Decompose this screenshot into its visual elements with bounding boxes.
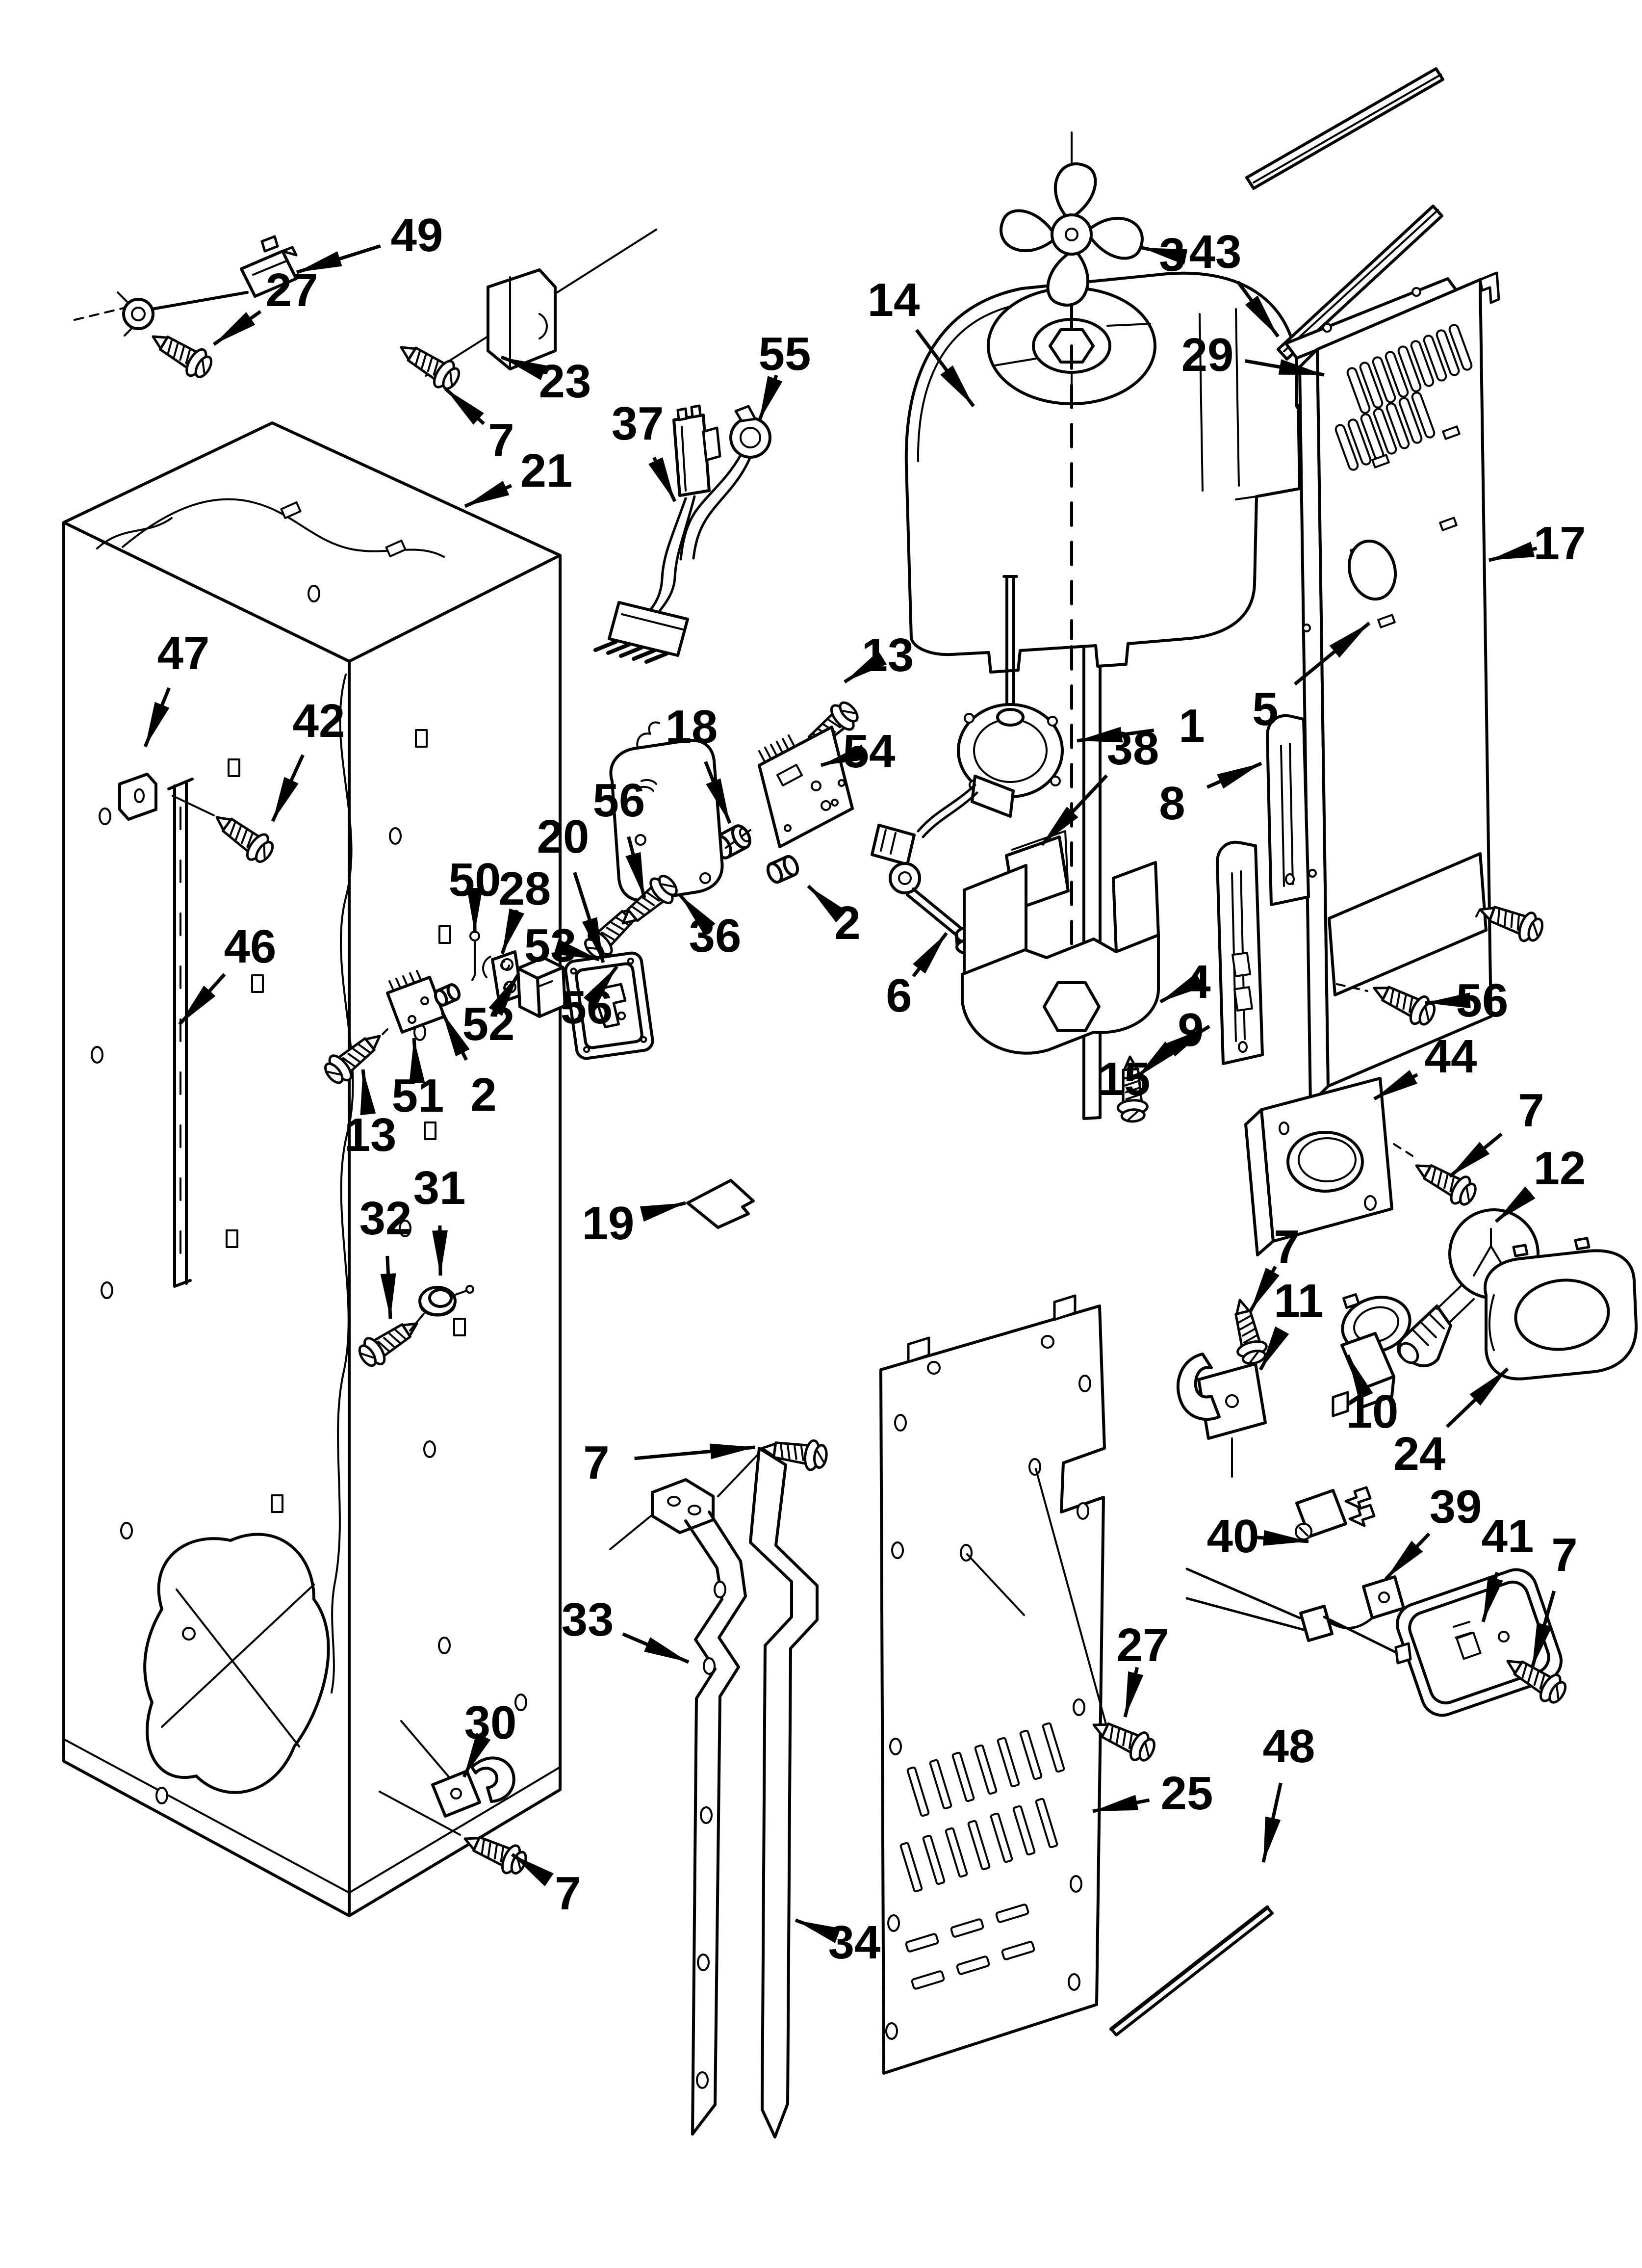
callout-arrow — [1450, 1134, 1502, 1176]
callout-number: 56 — [1456, 974, 1509, 1027]
callout-arrow — [645, 1203, 686, 1213]
switch-41 — [1324, 1564, 1566, 1721]
callout-arrow — [1489, 548, 1537, 560]
callout-number: 48 — [1262, 1720, 1315, 1773]
callout-arrow — [1207, 763, 1261, 787]
callout-number: 9 — [1178, 1004, 1204, 1056]
callout-arrow — [635, 1447, 755, 1459]
callout-number: 34 — [828, 1916, 881, 1969]
callout-number: 38 — [1106, 722, 1159, 775]
callout-number: 25 — [1160, 1767, 1213, 1820]
callout-number: 1 — [1179, 700, 1205, 752]
callout-number: 13 — [344, 1109, 397, 1161]
callout-arrow — [1447, 1369, 1508, 1427]
callout-7-3 — [445, 389, 514, 467]
callout-37-5 — [612, 397, 675, 501]
callout-number: 7 — [583, 1436, 610, 1489]
wire-assembly-49 — [75, 236, 296, 336]
callout-7-40 — [1450, 1084, 1544, 1176]
callout-arrow — [654, 457, 675, 501]
screw-27a — [146, 324, 216, 382]
callout-4-35 — [1160, 956, 1211, 1008]
callout-19-46 — [582, 1197, 686, 1250]
callout-number: 49 — [390, 209, 443, 261]
bushing-2a — [765, 855, 800, 885]
bracket-23 — [426, 230, 656, 376]
callout-33-50 — [562, 1593, 689, 1662]
callout-number: 23 — [539, 355, 591, 408]
cover-panel-25 — [881, 1296, 1106, 2073]
rail-33 — [610, 1453, 759, 2134]
callout-number: 21 — [520, 444, 573, 497]
callout-number: 29 — [1181, 329, 1234, 381]
callout-13-13 — [845, 629, 914, 682]
callout-number: 55 — [758, 328, 811, 380]
callout-number: 53 — [524, 919, 577, 972]
callout-number: 20 — [537, 810, 590, 863]
control-board-54 — [759, 727, 852, 847]
callout-arrow — [1263, 1783, 1281, 1862]
callout-arrow — [445, 389, 484, 424]
callout-number: 18 — [665, 701, 718, 753]
callout-number: 15 — [1098, 1053, 1151, 1105]
multipin-connector — [595, 602, 688, 662]
callout-11-43 — [1260, 1275, 1324, 1370]
callout-number: 33 — [561, 1593, 614, 1646]
screw-7d — [760, 1434, 828, 1472]
callout-number: 3 — [1159, 229, 1185, 281]
callout-number: 4 — [1184, 956, 1211, 1008]
callout-number: 5 — [1252, 683, 1279, 735]
callout-48-58 — [1263, 1720, 1315, 1862]
callout-number: 43 — [1189, 226, 1242, 278]
callout-number: 40 — [1206, 1510, 1259, 1563]
callout-25-57 — [1093, 1767, 1213, 1820]
callout-number: 47 — [157, 627, 210, 679]
callout-27-1 — [214, 264, 318, 344]
callout-number: 36 — [689, 910, 742, 962]
callout-27-56 — [1117, 1619, 1169, 1717]
strip-8 — [1267, 716, 1308, 905]
callout-number: 7 — [1518, 1084, 1544, 1137]
callout-arrow — [1251, 1267, 1276, 1311]
callout-12-41 — [1496, 1142, 1586, 1222]
callout-number: 10 — [1346, 1385, 1399, 1438]
connector-39 — [1187, 1569, 1404, 1641]
strip-15 — [1217, 842, 1262, 1064]
cabinet-shell — [64, 423, 560, 1916]
callout-21-4 — [465, 444, 572, 506]
callout-arrow — [759, 375, 776, 421]
callout-number: 52 — [462, 998, 515, 1050]
callout-number: 56 — [592, 774, 645, 827]
clip-47 — [120, 774, 156, 819]
callout-40-52 — [1207, 1510, 1308, 1563]
callout-number: 2 — [470, 1069, 497, 1121]
callout-number: 13 — [861, 629, 914, 681]
callout-34-51 — [795, 1916, 880, 1969]
callout-7-49 — [583, 1436, 755, 1489]
callout-number: 39 — [1429, 1481, 1482, 1533]
callout-number: 31 — [413, 1162, 466, 1214]
callout-number: 32 — [359, 1192, 412, 1245]
callout-arrow — [913, 933, 947, 976]
screw-7a — [393, 335, 464, 394]
callout-arrow — [1425, 1001, 1459, 1003]
callout-number: 24 — [1393, 1428, 1446, 1480]
trim-bar-top — [1247, 69, 1443, 188]
callout-number: 7 — [1551, 1529, 1578, 1581]
callout-arrow — [623, 1634, 689, 1662]
callout-number: 19 — [582, 1197, 635, 1250]
callout-number: 7 — [488, 414, 514, 467]
callout-number: 6 — [886, 969, 912, 1022]
callout-number: 7 — [1274, 1221, 1300, 1273]
callout-arrow — [1160, 992, 1177, 1002]
callout-39-53 — [1386, 1481, 1482, 1579]
callout-6-34 — [886, 933, 947, 1022]
screw-7c — [1226, 1297, 1270, 1367]
callout-55-6 — [759, 328, 811, 421]
callout-number: 27 — [1116, 1619, 1169, 1671]
strip-48 — [1111, 1907, 1272, 2035]
label-plate-19 — [688, 1180, 753, 1227]
callout-arrow — [1386, 1534, 1429, 1579]
callout-arrow — [808, 886, 830, 906]
callout-number: 54 — [843, 725, 896, 778]
callout-36-16 — [680, 895, 741, 962]
callout-arrow — [414, 1038, 416, 1071]
callout-number: 12 — [1533, 1142, 1586, 1195]
callout-number: 37 — [611, 397, 664, 450]
callout-number: 46 — [224, 920, 277, 973]
callout-number: 11 — [1274, 1275, 1324, 1327]
clip-11 — [1178, 1354, 1265, 1477]
callout-24-45 — [1393, 1369, 1508, 1480]
callout-8-33 — [1159, 763, 1261, 830]
callout-2-17 — [808, 886, 861, 949]
callout-number: 51 — [391, 1069, 444, 1122]
callout-49-0 — [297, 209, 443, 272]
callout-number: 28 — [498, 862, 551, 915]
callout-15-37 — [1098, 1026, 1209, 1105]
fan-shroud-14 — [906, 273, 1300, 672]
callout-number: 42 — [292, 695, 345, 747]
callout-arrow — [1093, 1800, 1149, 1811]
rail-34 — [750, 1448, 817, 2137]
callout-number: 2 — [834, 897, 861, 949]
callout-3-8 — [1142, 229, 1185, 281]
callout-number: 8 — [1159, 777, 1185, 830]
callout-number: 44 — [1424, 1030, 1477, 1083]
callout-number: 41 — [1481, 1510, 1534, 1563]
callout-number: 17 — [1533, 517, 1586, 570]
callout-number: 30 — [464, 1696, 517, 1749]
callout-number: 50 — [448, 854, 501, 906]
sensor-55 — [731, 406, 770, 457]
bracket-44 — [1246, 1078, 1412, 1255]
callout-arrow — [795, 1920, 832, 1933]
callout-arrow — [1042, 776, 1107, 845]
callout-arrow — [465, 486, 512, 506]
callout-number: 27 — [265, 264, 318, 316]
callout-number: 7 — [555, 1867, 581, 1920]
connector-40 — [1296, 1487, 1374, 1539]
callout-number: 56 — [560, 981, 613, 1034]
callout-arrow — [1142, 248, 1149, 249]
callout-number: 14 — [867, 274, 920, 326]
callout-arrow — [214, 312, 260, 344]
callout-arrow — [1125, 1668, 1137, 1717]
callout-17-11 — [1489, 517, 1586, 570]
callout-23-2 — [501, 355, 591, 408]
